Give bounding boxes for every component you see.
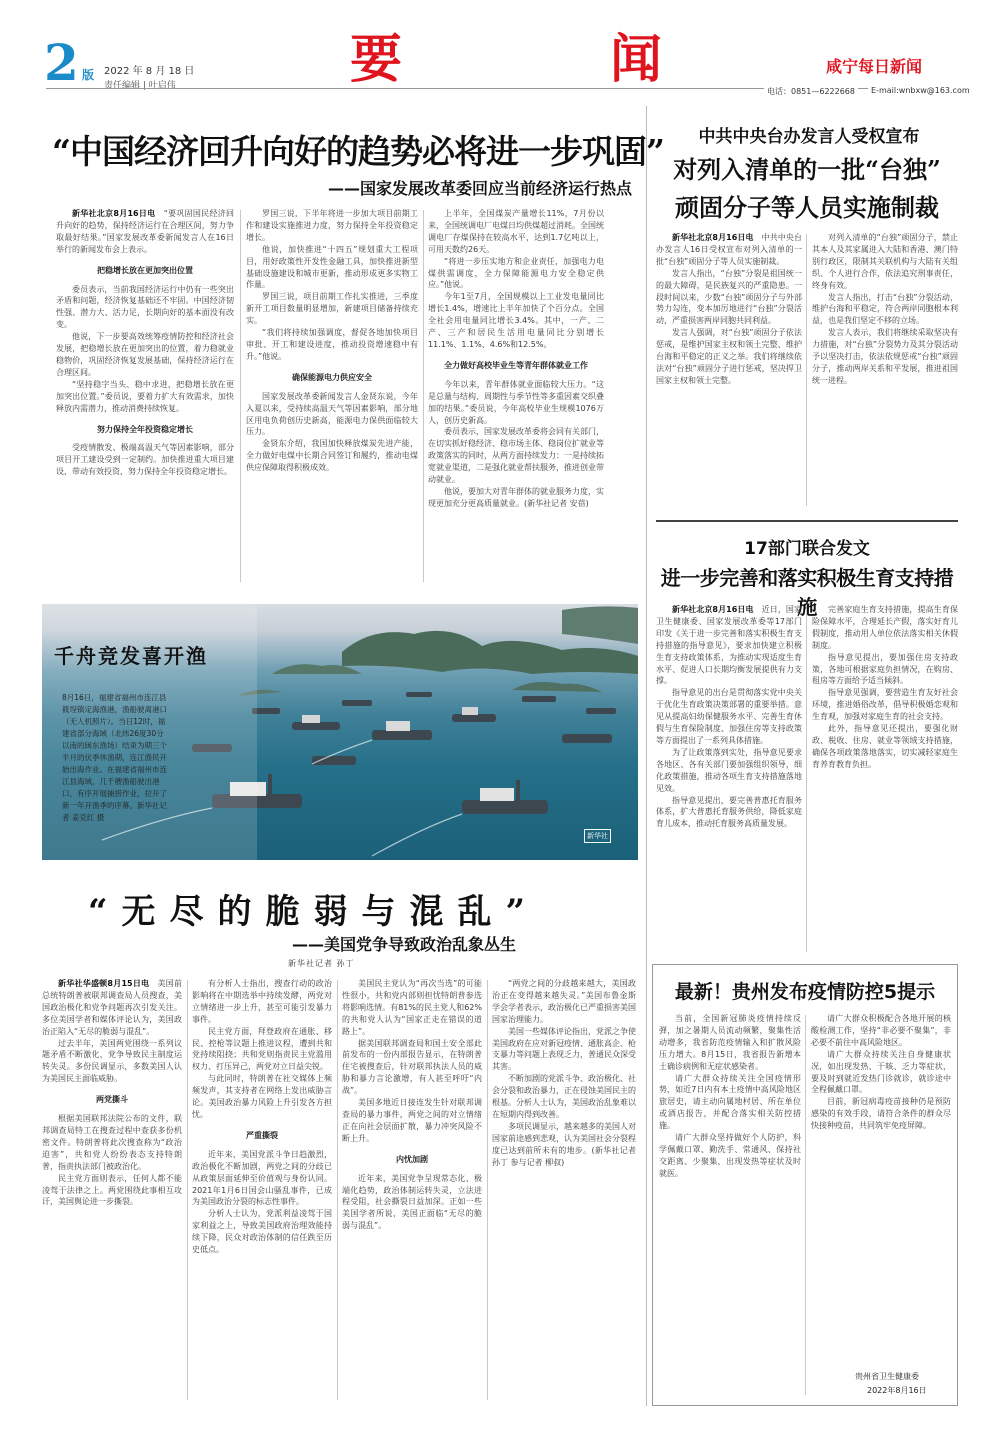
taiwan-headline-line1: 对列入清单的一批“台独” xyxy=(673,155,941,184)
body-paragraph: 今年以来，青年群体就业面临较大压力。“这是总量与结构、周期性与季节性等多重因素交织叠加的结果。”委员说，今年高校毕业生规模1076万人，创历史新高。 xyxy=(428,379,604,425)
us-byline: 新华社记者 孙丁 xyxy=(288,959,355,968)
column-divider xyxy=(487,980,488,1400)
body-paragraph: 金贤东介绍，我国加快释放煤炭先进产能，全力做好电煤中长期合同签订和履约，推动电煤供应保障取得积极成效。 xyxy=(246,439,418,473)
section-rule xyxy=(656,520,958,522)
paper-name: 咸宁每日新闻 xyxy=(826,57,923,76)
guizhou-signature: 贵州省卫生健康委 xyxy=(855,1372,919,1381)
subsection-heading: 把稳增长放在更加突出位置 xyxy=(97,265,193,275)
page-divider xyxy=(646,106,647,1406)
body-paragraph: 发言人指出，“台独”分裂是祖国统一的最大障碍，是民族复兴的严重隐患。一段时间以来，少数“台独”顽固分子与外部势力勾连，变本加厉地进行“台独”分裂活动，严重损害两岸同胞共同利益。 xyxy=(656,268,802,326)
subsection-heading: 全力做好高校毕业生等青年群体就业工作 xyxy=(444,360,588,370)
guizhou-column-2 xyxy=(811,1013,951,1363)
contact-email: E-mail:wnbxw@163.com xyxy=(868,86,973,95)
body-paragraph: 请广大群众积极配合各地开展的核酸检测工作，坚持“非必要不聚集”，非必要不前往中高风险地区。 xyxy=(811,1014,951,1047)
page-number: 2 xyxy=(44,33,79,92)
phone-number: 电话：0851—6222668 xyxy=(764,86,858,97)
economy-headline: “中国经济回升向好的趋势必将进一步巩固” xyxy=(52,132,664,171)
photo-caption: 8月16日，福建省福州市连江县筱埕镇定海渔港，渔船驶离港口（无人机照片）。当日12时，福建省部分海域（北纬26度30分以南的闽东渔场）结束为期三个半月的伏季休渔期，连江渔民开始出海作业。在福建省福州市连江县海域，几千艘渔船驶出港口，有序开展捕捞作业，拉开了新一年开渔季的序幕。新华社记者 姜克红 摄 xyxy=(62,693,167,822)
fertility-kicker: 17部门联合发文 xyxy=(744,539,870,559)
body-paragraph: 新华社华盛顿8月15日电 美国前总统特朗普被联邦调查局人员搜查，美国政治极化和党争问题再次引发关注。多位美国学者和媒体评论认为，美国政治正陷入“无尽的脆弱与混乱”。 xyxy=(42,979,182,1036)
fertility-headline: 进一步完善和落实积极生育支持措施 xyxy=(660,566,954,619)
dateline: 新华社北京8月16日电 xyxy=(672,605,762,614)
body-paragraph: “坚持稳字当头、稳中求进，把稳增长放在更加突出位置。”委员说，要着力扩大有效需求，加快释放内需潜力，推动消费持续恢复。 xyxy=(56,379,234,413)
body-paragraph: 发言人指出，打击“台独”分裂活动，维护台海和平稳定，符合两岸同胞根本利益，也是我们坚定不移的立场。 xyxy=(812,292,958,326)
body-paragraph: 上半年，全国煤炭产量增长11%，7月份以来，全国统调电厂电煤日均供煤超过消耗。全国统调电厂存煤保持在较高水平，达到1.7亿吨以上，可用天数约26天。 xyxy=(428,209,604,254)
subsection-heading: 严重撕裂 xyxy=(246,1130,278,1140)
body-paragraph: 发言人强调，对“台独”顽固分子依法惩戒，是维护国家主权和领土完整、维护台海和平稳定的正义之举。我们将继续依法对“台独”顽固分子进行惩戒，坚决捍卫国家主权和领土完整。 xyxy=(656,328,802,385)
body-paragraph: 新华社北京8月16日电 “要巩固国民经济回升向好的趋势，保持经济运行在合理区间，努力争取最好结果。”国家发展改革委新闻发言人在16日举行的新闻发布会上表示。 xyxy=(56,209,234,254)
body-paragraph: 过去半年，美国两党围绕一系列议题矛盾不断激化，党争导致民主制度运转失灵。多份民调显示，多数美国人认为美国民主面临威胁。 xyxy=(42,1038,182,1084)
body-paragraph: 民主党方面则表示，任何人都不能凌驾于法律之上。两党围绕此事相互攻讦，美国舆论进一步撕裂。 xyxy=(42,1173,182,1207)
taiwan-column-2 xyxy=(812,232,958,508)
taiwan-headline-line2: 顽固分子等人员实施制裁 xyxy=(675,193,939,222)
body-paragraph: 委员表示，当前我国经济运行中仍有一些突出矛盾和问题，经济恢复基础还不牢固。中国经济韧性强、潜力大、活力足，长期向好的基本面没有改变。 xyxy=(56,284,234,330)
dateline: 新华社北京8月16日电 xyxy=(72,209,164,218)
section-title-left: 要 xyxy=(350,29,403,90)
body-paragraph: 为了让政策落到实处，指导意见要求各地区、各有关部门要加强组织领导，细化政策措施，推动各项生育支持措施落地见效。 xyxy=(656,747,802,793)
body-paragraph: “两党之间的分歧越来越大，美国政治正在变得越来越失灵。”美国布鲁金斯学会学者表示，政治极化已严重损害美国国家治理能力。 xyxy=(492,979,636,1024)
body-paragraph: 委员表示，国家发展改革委将会同有关部门，在切实抓好稳经济、稳市场主体、稳岗位扩就业等政策落实的同时，从两方面持续发力：一是持续拓宽就业渠道，二是强化就业帮扶服务，推进创业带动就业。 xyxy=(428,427,604,485)
fertility-column-1 xyxy=(656,604,802,954)
guizhou-sign-date: 2022年8月16日 xyxy=(867,1386,927,1395)
body-paragraph: 他说，要加大对青年群体的就业服务力度，实现更加充分更高质量就业。(新华社记者 安蓓) xyxy=(428,486,604,508)
section-title-right: 闻 xyxy=(610,29,663,90)
body-paragraph: 罗国三说，项目前期工作扎实推进，三季度新开工项目数量明显增加，新建项目储备持续充实。 xyxy=(246,292,418,326)
us-column-4 xyxy=(492,978,636,1403)
body-paragraph: “我们将持续加强调度，督促各地加快项目审批、开工和建设进度，推动投资增速稳中有升。”他说。 xyxy=(246,328,418,361)
body-paragraph: 请广大群众持续关注全国疫情形势，如近7日内有本土疫情中高风险地区旅居史，请主动向属地村居、所在单位或酒店报告，并配合落实相关防控措施。 xyxy=(659,1073,801,1131)
body-paragraph: 美国多地近日接连发生针对联邦调查局的暴力事件，两党之间的对立情绪正在向社会层面扩散，暴力冲突风险不断上升。 xyxy=(342,1098,482,1143)
body-paragraph: 有分析人士指出，搜查行动的政治影响将在中期选举中持续发酵，两党对立情绪进一步上升，甚至可能引发暴力事件。 xyxy=(192,979,332,1024)
body-paragraph: 美国一些媒体评论指出，党派之争使美国政府在应对新冠疫情、通胀高企、枪支暴力等问题上表现乏力，普通民众深受其害。 xyxy=(492,1026,636,1072)
dateline: 新华社北京8月16日电 xyxy=(672,233,762,242)
guizhou-column-1 xyxy=(659,1013,801,1397)
body-paragraph: 请广大群众坚持做好个人防护，科学佩戴口罩、勤洗手、常通风、保持社交距离、少聚集，出现发热等症状及时就医。 xyxy=(659,1133,801,1178)
body-paragraph: 当前，全国新冠肺炎疫情持续反弹，加之暑期人员流动频繁，聚集性活动增多，我省防范疫情输入和扩散风险压力增大。8月15日，我省报告新增本土确诊病例和无症状感染者。 xyxy=(659,1014,801,1071)
body-paragraph: 指导意见的出台是贯彻落实党中央关于优化生育政策决策部署的重要举措。意见从提高妇幼保健服务水平、完善生育休假与生育保险制度、加强住房等支持政策等方面提出了一系列具体措施。 xyxy=(656,688,802,745)
column-divider xyxy=(337,980,338,1400)
masthead xyxy=(0,0,1000,100)
body-paragraph: 多项民调显示，越来越多的美国人对国家前途感到悲观，认为美国社会分裂程度已达到前所未有的地步。(新华社记者 孙丁 参与记者 柳叔) xyxy=(492,1121,636,1167)
column-divider xyxy=(187,980,188,1400)
body-paragraph: 新华社北京8月16日电 近日，国家卫生健康委、国家发展改革委等17部门印发《关于进一步完善和落实积极生育支持措施的指导意见》，要求加快建立积极生育支持政策体系，为推动实现适度生育水平、促进人口长期均衡发展提供有力支撑。 xyxy=(656,605,802,686)
us-column-3 xyxy=(342,978,482,1403)
economy-column-3 xyxy=(428,208,604,586)
taiwan-column-1 xyxy=(656,232,802,508)
column-divider xyxy=(806,606,807,952)
body-paragraph: 指导意见强调，要营造生育友好社会环境，推进婚俗改革，倡导积极婚恋观和生育观，加强对家庭生育的社会支持。 xyxy=(812,688,958,722)
body-paragraph: 分析人士认为，党派利益凌驾于国家利益之上，导致美国政府治理效能持续下降，民众对政治体制的信任跌至历史低点。 xyxy=(192,1209,332,1255)
column-divider xyxy=(805,1015,806,1395)
body-paragraph: 近年来，美国党争呈现常态化、极端化趋势，政治体制运转失灵，立法进程受阻，社会撕裂日益加深。正如一些美国学者所说，美国正面临“无尽的脆弱与混乱”。 xyxy=(342,1173,482,1231)
body-paragraph: 不断加剧的党派斗争、政治极化、社会分裂和政治暴力，正在侵蚀美国民主的根基。分析人士认为，美国政治乱象难以在短期内得到改善。 xyxy=(492,1074,636,1119)
body-paragraph: 发言人表示，我们将继续采取坚决有力措施，对“台独”分裂势力及其分裂活动予以坚决打击，依法依规惩戒“台独”顽固分子，推动两岸关系和平发展，推进祖国统一进程。 xyxy=(812,328,958,385)
subsection-heading: 努力保持全年投资稳定增长 xyxy=(97,424,193,434)
subsection-heading: 确保能源电力供应安全 xyxy=(292,372,372,382)
economy-column-1 xyxy=(56,208,234,586)
body-paragraph: 新华社北京8月16日电 中共中央台办发言人16日受权宣布对列入清单的一批“台独”顽固分子等人员实施制裁。 xyxy=(656,233,802,266)
body-paragraph: 罗国三说，下半年将进一步加大项目前期工作和建设实施推进力度，努力保持全年投资稳定增长。 xyxy=(246,209,418,242)
xinhua-logo: 新华社 xyxy=(584,829,611,843)
body-paragraph: 根据美国联邦法院公布的文件，联邦调查局特工在搜查过程中查获多份机密文件。特朗普将此次搜查称为“政治迫害”，共和党人纷纷表态支持特朗普，指责执法部门被政治化。 xyxy=(42,1114,182,1171)
us-headline: “无尽的脆弱与混乱” xyxy=(88,892,540,932)
guizhou-headline: 最新！贵州发布疫情防控5提示 xyxy=(674,981,936,1003)
body-paragraph: 目前，新冠病毒疫苗接种仍是预防感染的有效手段，请符合条件的群众尽快接种疫苗，共同筑牢免疫屏障。 xyxy=(811,1097,951,1131)
responsible-editor: 责任编辑 | 叶启伟 xyxy=(104,81,176,91)
body-paragraph: 对列入清单的“台独”顽固分子，禁止其本人及其家属进入大陆和香港、澳门特别行政区，限制其关联机构与大陆有关组织、个人进行合作，依法追究刑事责任，终身有效。 xyxy=(812,233,958,290)
body-paragraph: 请广大群众持续关注自身健康状况，如出现发热、干咳、乏力等症状，要及时到就近发热门诊就诊，就诊途中全程佩戴口罩。 xyxy=(811,1049,951,1095)
body-paragraph: 今年1至7月，全国规模以上工业发电量同比增长1.4%，增速比上半年加快了个百分点。全国全社会用电量同比增长3.4%。其中，一产、二产、三产和居民生活用电量同比分别增长11.1%、1.1%、4.6%和12.5%。 xyxy=(428,292,604,349)
dateline: 新华社华盛顿8月15日电 xyxy=(58,979,158,988)
subsection-heading: 内忧加剧 xyxy=(396,1154,428,1164)
photo-title: 千舟竞发喜开渔 xyxy=(54,644,208,668)
body-paragraph: 国家发展改革委新闻发言人金贤东说，今年入夏以来，受持续高温天气等因素影响，部分地区用电负荷创历史新高，能源电力保供面临较大压力。 xyxy=(246,391,418,437)
taiwan-kicker: 中共中央台办发言人受权宣布 xyxy=(698,127,920,147)
economy-subhead: ——国家发展改革委回应当前经济运行热点 xyxy=(328,179,633,198)
us-column-1 xyxy=(42,978,182,1403)
body-paragraph: 近年来，美国党派斗争日趋激烈，政治极化不断加剧，两党之间的分歧已从政策层面延伸至价值观与身份认同。2021年1月6日国会山骚乱事件，已成为美国政治分裂的标志性事件。 xyxy=(192,1149,332,1207)
issue-date: 2022 年 8 月 18 日 xyxy=(104,66,195,77)
us-column-2 xyxy=(192,978,332,1403)
economy-column-2 xyxy=(246,208,418,586)
body-paragraph: 受疫情散发、极端高温天气等因素影响，部分项目开工建设受到一定制约。加快推进重大项目建设，带动有效投资，努力保持全年投资稳定增长。 xyxy=(56,443,234,477)
body-paragraph: 与此同时，特朗普在社交媒体上频频发声，其支持者在网络上发出威胁言论。美国政治暴力风险上升引发各方担忧。 xyxy=(192,1074,332,1119)
body-paragraph: 他说，下一步要高效统筹疫情防控和经济社会发展，把稳增长放在更加突出的位置，着力稳就业稳物价，巩固经济恢复发展基础，保持经济运行在合理区间。 xyxy=(56,332,234,377)
body-paragraph: 据美国联邦调查局和国土安全部此前发布的一份内部报告显示，在特朗普住宅被搜查后，针对联邦执法人员的威胁和暴力言论激增，有人甚至呼吁“内战”。 xyxy=(342,1038,482,1096)
column-divider xyxy=(423,210,424,582)
body-paragraph: 指导意见提出，要加强住房支持政策，各地可根据家庭负担情况，在购房、租房等方面给予适当倾斜。 xyxy=(812,652,958,686)
body-paragraph: 他说，加快推进“十四五”规划重大工程项目，用好政策性开发性金融工具，加快推进新型基础设施建设和城市更新，推动形成更多实物工作量。 xyxy=(246,244,418,290)
news-photo xyxy=(42,604,638,860)
column-divider xyxy=(240,210,241,582)
subsection-heading: 两党撕斗 xyxy=(96,1095,128,1105)
page-suffix: 版 xyxy=(82,68,95,82)
body-paragraph: “将进一步压实地方和企业责任，加强电力电煤供需调度，全力保障能源电力安全稳定供应。”他说。 xyxy=(428,256,604,290)
column-divider xyxy=(806,234,807,506)
body-paragraph: 指导意见提出，要完善普惠托育服务体系，扩大普惠托育服务供给，降低家庭育儿成本，推动托育服务高质量发展。 xyxy=(656,795,802,829)
us-subhead: ——美国党争导致政治乱象丛生 xyxy=(292,935,517,954)
body-paragraph: 此外，指导意见还提出，要强化财政、税收、住房、就业等领域支持措施，确保各项政策落地落实，切实减轻家庭生育养育教育负担。 xyxy=(812,724,958,769)
body-paragraph: 完善家庭生育支持措施，提高生育保险保障水平，合理延长产假，落实好育儿假制度，推动用人单位依法落实相关休假制度。 xyxy=(812,605,958,650)
body-paragraph: 美国民主党认为“再次当选”的可能性很小，共和党内部则担忧特朗普参选将影响选情。有81%的民主党人和62%的共和党人认为“国家正走在错误的道路上”。 xyxy=(342,979,482,1036)
fertility-column-2 xyxy=(812,604,958,954)
body-paragraph: 民主党方面，拜登政府在通胀、移民、控枪等议题上推进议程，遭到共和党持续阻挠；共和党则指责民主党滥用权力、打压异己，两党对立日益尖锐。 xyxy=(192,1026,332,1072)
guizhou-box xyxy=(652,964,958,1406)
